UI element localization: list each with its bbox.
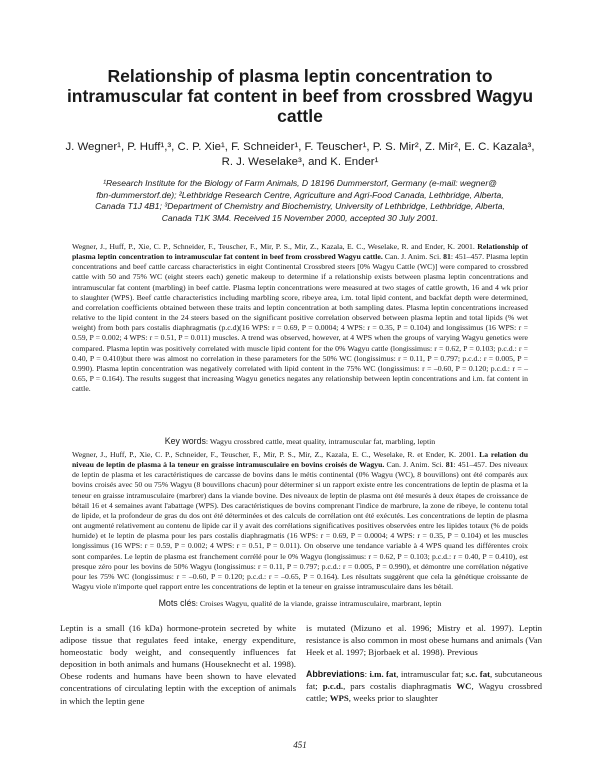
author-list: [40, 140, 560, 170]
affiliation-line-4: Canada T1K 3M4. Received 15 November 2000, accepted 30 July 2001.: [161, 212, 439, 223]
abstract-fr-title: La relation du niveau de leptin de plasma à la teneur en graisse intramusculaire en bovins croisés de Wagyu.: [72, 450, 529, 470]
abstract-en-journal: Can. J. Anim. Sci.: [382, 252, 444, 262]
abbr-wps-def: , weeks prior to slaughter: [348, 693, 438, 704]
abbreviations: Abbreviations: i.m. fat, intramuscular fat; s.c. fat, subcutaneous fat; p.c.d., pars costalis diaphragmatis WC, Wagyu crossbred cattle; WPS, weeks prior to slaughter: [306, 669, 542, 704]
keywords-fr-text: : Croises Wagyu, qualité de la viande, graisse intramusculaire, marbrant, leptin: [195, 599, 442, 608]
body-column-right: [306, 622, 542, 705]
keywords-french: [72, 598, 528, 609]
abbr-sc-fat: s.c. fat: [465, 669, 491, 680]
abbr-wc-def: , Wagyu crossbred cattle;: [306, 681, 542, 704]
abstract-en-volume: 81: [443, 252, 451, 262]
abstract-fr-citation: Wegner, J., Huff, P., Xie, C. P., Schneider, F., Teuscher, F., Mir, P. S., Mir, Z., Kazala, E. C., Weselake, R. et Ender, K. 2001.: [72, 450, 480, 459]
abbr-wc: WC: [456, 681, 472, 692]
abbr-pcd-def: , pars costalis diaphragmatis: [343, 681, 457, 692]
abstract-english: [72, 242, 528, 394]
keywords-en-label: Key words: [164, 436, 206, 446]
page-number: 451: [293, 740, 307, 750]
article-title: Relationship of plasma leptin concentration to intramuscular fat content in beef from crossbred Wagyu cattle: [66, 66, 534, 126]
keywords-english: [72, 436, 528, 447]
author-line-1: J. Wegner¹, P. Huff¹,³, C. P. Xie¹, F. Schneider¹, F. Teuscher¹, P. S. Mir², Z. Mir², E. C. Kazala³,: [65, 141, 535, 153]
abbreviations-label: Abbreviations: [306, 669, 365, 680]
abstract-fr-volume: 81: [445, 460, 454, 470]
body-column-left: Leptin is a small (16 kDa) hormone-protein secreted by white adipose tissue that regulates feed intake, energy expenditure, homeostatic body weight, and consequently influences fat deposition in both animals and humans (Houseknecht et al. 1998). Obese rodents and humans have been shown to have elevated concentrations of circulating leptin with the exception of animals in which the leptin gene: [60, 623, 296, 706]
body-right-text: is mutated (Mizuno et al. 1996; Mistry et al. 1997). Leptin resistance is also common in most obese humans and animals (Van Heek et al. 1997; Bjorbaek et al. 1998). Previous: [306, 623, 542, 658]
abstract-fr-journal: Can. J. Anim. Sci.: [384, 460, 446, 470]
affiliations: [50, 178, 550, 224]
keywords-fr-label: Mots clés: [158, 598, 196, 608]
author-line-2: R. J. Weselake³, and K. Ender¹: [221, 156, 379, 168]
abstract-en-title: Relationship of plasma leptin concentration to intramuscular fat content in beef from crossbred Wagyu cattle.: [72, 242, 528, 262]
abbr-pcd: p.c.d.: [322, 681, 344, 692]
abstract-french: [72, 450, 528, 592]
affiliation-line-2: fbn-dummerstorf.de); ²Lethbridge Research Centre, Agriculture and Agri-Food Canada, Lethbridge, Alberta,: [96, 189, 504, 200]
abstract-en-pages: : 451–457.: [450, 252, 486, 262]
abbr-im-fat: i.m. fat: [369, 669, 397, 680]
abstract-fr-pages: : 451–457.: [453, 460, 490, 470]
abstract-en-citation: Wegner, J., Huff, P., Xie, C. P., Schneider, F., Teuscher, F., Mir, P. S., Mir, Z., Kazala, E. C., Weselake, R. and Ender, K. 2001.: [72, 242, 478, 251]
affiliation-line-3: Canada T1J 4B1; ³Department of Chemistry and Biochemistry, University of Lethbridge, Lethbridge, Alberta,: [95, 201, 505, 212]
abstract-fr-body: Des niveaux de leptin de plasma et les caractéristiques de carcasse de bovins dans le métis continental (0% Wagyu (WC), 8 bouvillons) ont été comparés aux bovins croisés avec 50 ou 75% Wagyu (8 bouvillons chacun) pour déterminer si un rapport existe entre les concentrations de leptin de plasma et la teneur en graisse intramusculaire (marbrer) dans la viande bovine. Des niveaux de leptin de plasma ont été mesurés à deux étapes de croissance de bétail 16 et 4 semaines avant l'abattage (WPS). Des caractéristiques de bovins comprenant l'indice de marbrure, la zone de ribeye, le contenu total de lipide, et la profondeur de gras du dos ont été déterminées et des calculs de corrélation ont été exécutés. Les concentrations de leptin de plasma ont augmenté relativement au contenu de lipide car il y avait des corrélations significatives positives observées entre les lipides totaux (% de poids humide) et le leptin de plasma pour les pars costalis diaphragmatis (16 WPS: r = 0.69, P = 0.0004; 4 WPS: r = 0.35, P = 0.104) et les muscles longissimus (16 WPS: r = 0.59, P = 0.002; 4 WPS: r = 0.51, P = 0.011). On observe une tendance variable à 4 WPS quand les différentes croix sont comparées. Le leptin de plasma est franchement corrélé pour le 0% Wagyu (longissimus: r = 0.62, P = 0.103; p.c.d.: r = 0.40, P = 0.410), est presque zéro pour les bovins de 50% Wagyu (longissimus: r = 0.11, P = 0.797; p.c.d.: r = 0.005, P = 0.990), et démontre une corrélation négative pour les 75% WC (longissimus: r = –0.60, P = 0.120; p.c.d.: r = –0.65, P = 0.164). Les résultats suggèrent que cela la génétique croissante de Wagyu viole n'importe quel rapport entre les concentrations de leptin et la teneur en graisse intramusculaire dans les bétail.: [72, 460, 529, 592]
keywords-en-text: : Wagyu crossbred cattle, meat quality, intramuscular fat, marbling, leptin: [205, 437, 436, 446]
abbr-im-fat-def: , intramuscular fat;: [396, 669, 466, 680]
abstract-en-body: Plasma leptin concentrations and beef cattle carcass characteristics in eight Continental Crossbred steers [0% Wagyu Cattle (WC)] were compared to crossbred cattle with 50 and 75% WC (eight steers each) genetic makeup to determine if a relationship exists between plasma leptin concentrations and intramuscular fat content (marbling) in beef cattle. Plasma leptin concentrations were measured at two stages of cattle growth, 16 and 4 wk prior to slaughter (WPS). Beef cattle characteristics including marbling score, ribeye area, i.m. total lipid content, and backfat depth were determined, and correlation coefficients obtained between these traits and leptin concentration at both sampling dates. Plasma leptin concentrations increased relative to the lipid content in the 24 steers based on the significant positive correlation observed between plasma leptin and total lipids (% wet weight) from both pars costalis diaphragmatis (p.c.d)(16 WPS: r = 0.69, P = 0.0004; 4 WPS: r = 0.35, P = 0.104) and longissimus (16 WPS: r = 0.59, P = 0.002; 4 WPS: r = 0.51, P = 0.011) muscles. A trend was observed, however, at 4 WPS when the groups of varying Wagyu genetics were compared. Plasma leptin was positively correlated with muscle lipid content for the 0% Wagyu cattle (longissimus: r = 0.62, P = 0.103; p.c.d.: r = 0.40, P = 0.410)but there was almost no correlation in these parameters for the 50% WC (longissimus: r = 0.11, P = 0.797; p.c.d.: r = 0.005, P = 0.990). Plasma leptin concentration was negatively correlated with lipid content in the 75% WC (longissimus: r = –0.60, P = 0.120; p.c.d.: r = –0.65, P = 0.164). The results suggest that increasing Wagyu genetics negates any relationship between leptin concentrations and i.m. fat content in cattle.: [72, 252, 528, 394]
affiliation-line-1: ¹Research Institute for the Biology of Farm Animals, D 18196 Dummerstorf, Germany (e-mail: wegner@: [103, 178, 497, 188]
abbr-sc-fat-def: , subcutaneous fat;: [306, 669, 542, 692]
abbr-wps: WPS: [329, 693, 349, 704]
